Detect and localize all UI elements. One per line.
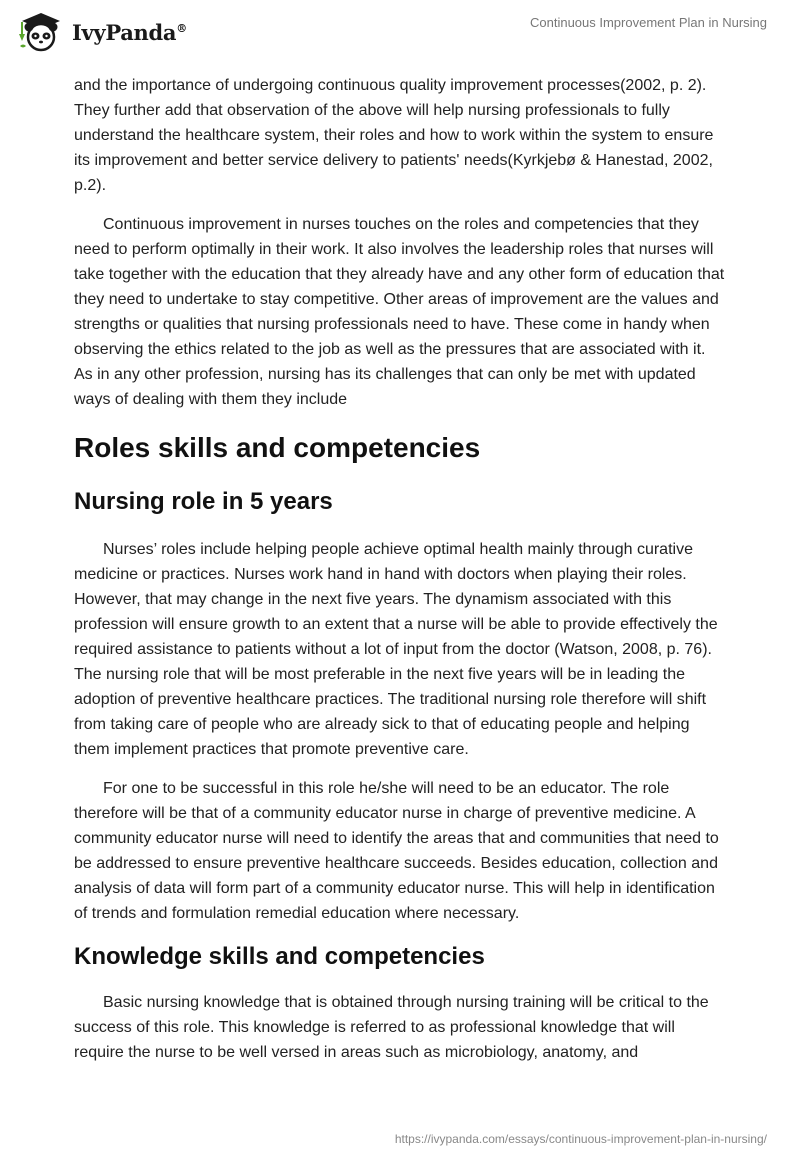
- brand-name: IvyPanda®: [72, 19, 187, 45]
- page-header: [0, 0, 800, 70]
- paragraph-nurses-roles: Nurses’ roles include helping people achieve optimal health mainly through curative medicine or practices. Nurses work hand in hand with doctors when playing their roles. However, that may change in the next five years. The dynamism associated with this profession will ensure growth to an extent that a nurse will be able to provide effectively the required assistance to patients without a lot of input from the doctor (Watson, 2008, p. 76). The nursing role that will be most preferable in the next five years will be in leading the adoption of preventive healthcare practices. The traditional nursing role therefore will shift from taking care of people who are already sick to that of educating people and helping them implement practices that promote preventive care.: [74, 541, 718, 758]
- article-body: [74, 73, 726, 1079]
- panda-logo-icon: [16, 10, 66, 54]
- subheading-knowledge: Knowledge skills and competencies: [74, 943, 485, 970]
- paragraph-continuous-improvement: Continuous improvement in nurses touches on the roles and competencies that they need to perform optimally in their work. It also involves the leadership roles that nurses will take together with the education that they already have and any other form of education that they need to undertake to stay competitive. Other areas of improvement are the values and strengths or qualities that nursing professionals need to have. These come in handy when observing the ethics related to the job as well as the pressures that are associated with it. As in any other profession, nursing has its challenges that can only be met with updated ways of dealing with them they include: [74, 216, 725, 408]
- paragraph-continued: and the importance of undergoing continuous quality improvement processes(2002, p. 2). They further add that observation of the above will help nursing professionals to fully understand the healthcare system, their roles and how to work within the system to ensure its improvement and better service delivery to patients' needs(Kyrkjebø & Hanestad, 2002, p.2).: [74, 77, 714, 194]
- section-heading-roles: Roles skills and competencies: [74, 432, 481, 463]
- brand-logo[interactable]: [16, 10, 187, 54]
- paragraph-educator: For one to be successful in this role he/she will need to be an educator. The role therefore will be that of a community educator nurse in charge of preventive medicine. A community educator nurse will need to identify the areas that and communities that need to be addressed to ensure preventive healthcare succeeds. Besides education, collection and analysis of data will form part of a community educator nurse. This will help in identification of trends and formulation remedial education where necessary.: [74, 780, 719, 922]
- subheading-nursing-role: Nursing role in 5 years: [74, 488, 333, 515]
- document-title: Continuous Improvement Plan in Nursing: [529, 15, 767, 30]
- registered-mark: ®: [176, 21, 187, 35]
- paragraph-basic-knowledge: Basic nursing knowledge that is obtained through nursing training will be critical to the success of this role. This knowledge is referred to as professional knowledge that will require the nurse to be well versed in areas such as microbiology, anatomy, and: [74, 994, 709, 1061]
- source-url[interactable]: https://ivypanda.com/essays/continuous-improvement-plan-in-nursing/: [394, 1132, 767, 1146]
